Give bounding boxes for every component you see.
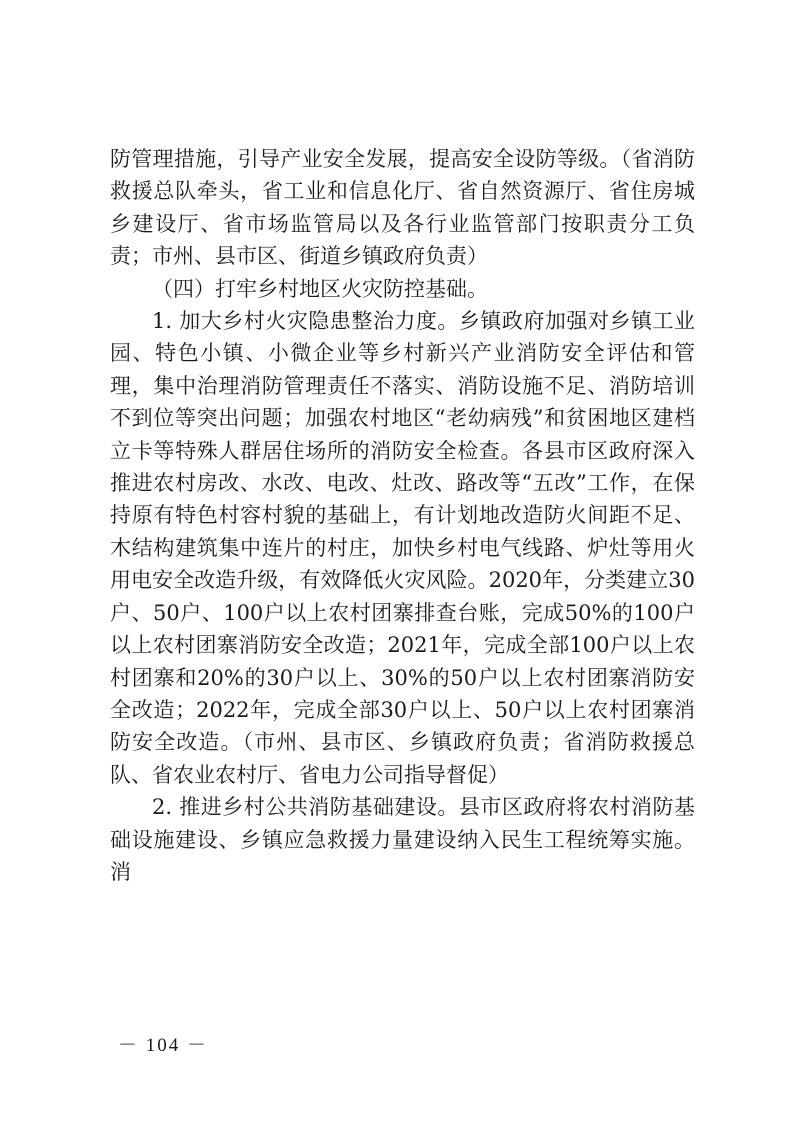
paragraph-continued: 防管理措施，引导产业安全发展，提高安全设防等级。（省消防救援总队牵头，省工业和信息化厅、省自然资源厅、省住房城乡建设厅、省市场监管局以及各行业监管部门按职责分工负责；市州、县市区、街道乡镇政府负责） <box>110 147 695 269</box>
page-number: － 104 － <box>118 1035 209 1056</box>
document-body <box>110 143 695 888</box>
paragraph-item-1: 1. 加大乡村火灾隐患整治力度。乡镇政府加强对乡镇工业园、特色小镇、小微企业等乡村新兴产业消防安全评估和管理，集中治理消防管理责任不落实、消防设施不足、消防培训不到位等突出问题；加强农村地区“老幼病残”和贫困地区建档立卡等特殊人群居住场所的消防安全检查。各县市区政府深入推进农村房改、水改、电改、灶改、路改等“五改”工作，在保持原有特色村容村貌的基础上，有计划地改造防火间距不足、木结构建筑集中连片的村庄，加快乡村电气线路、炉灶等用火用电安全改造升级，有效降低火灾风险。2020年，分类建立30户、50户、100户以上农村团寨排查台账，完成50%的100户以上农村团寨消防安全改造；2021年，完成全部100户以上农村团寨和20%的30户以上、30%的50户以上农村团寨消防安全改造；2022年，完成全部30户以上、50户以上农村团寨消防安全改造。（市州、县市区、乡镇政府负责；省消防救援总队、省农业农村厅、省电力公司指导督促） <box>110 309 695 787</box>
section-heading: （四）打牢乡村地区火灾防控基础。 <box>152 276 488 301</box>
paragraph-item-2: 2. 推进乡村公共消防基础建设。县市区政府将农村消防基础设施建设、乡镇应急救援力量建设纳入民生工程统筹实施。消 <box>110 795 695 884</box>
